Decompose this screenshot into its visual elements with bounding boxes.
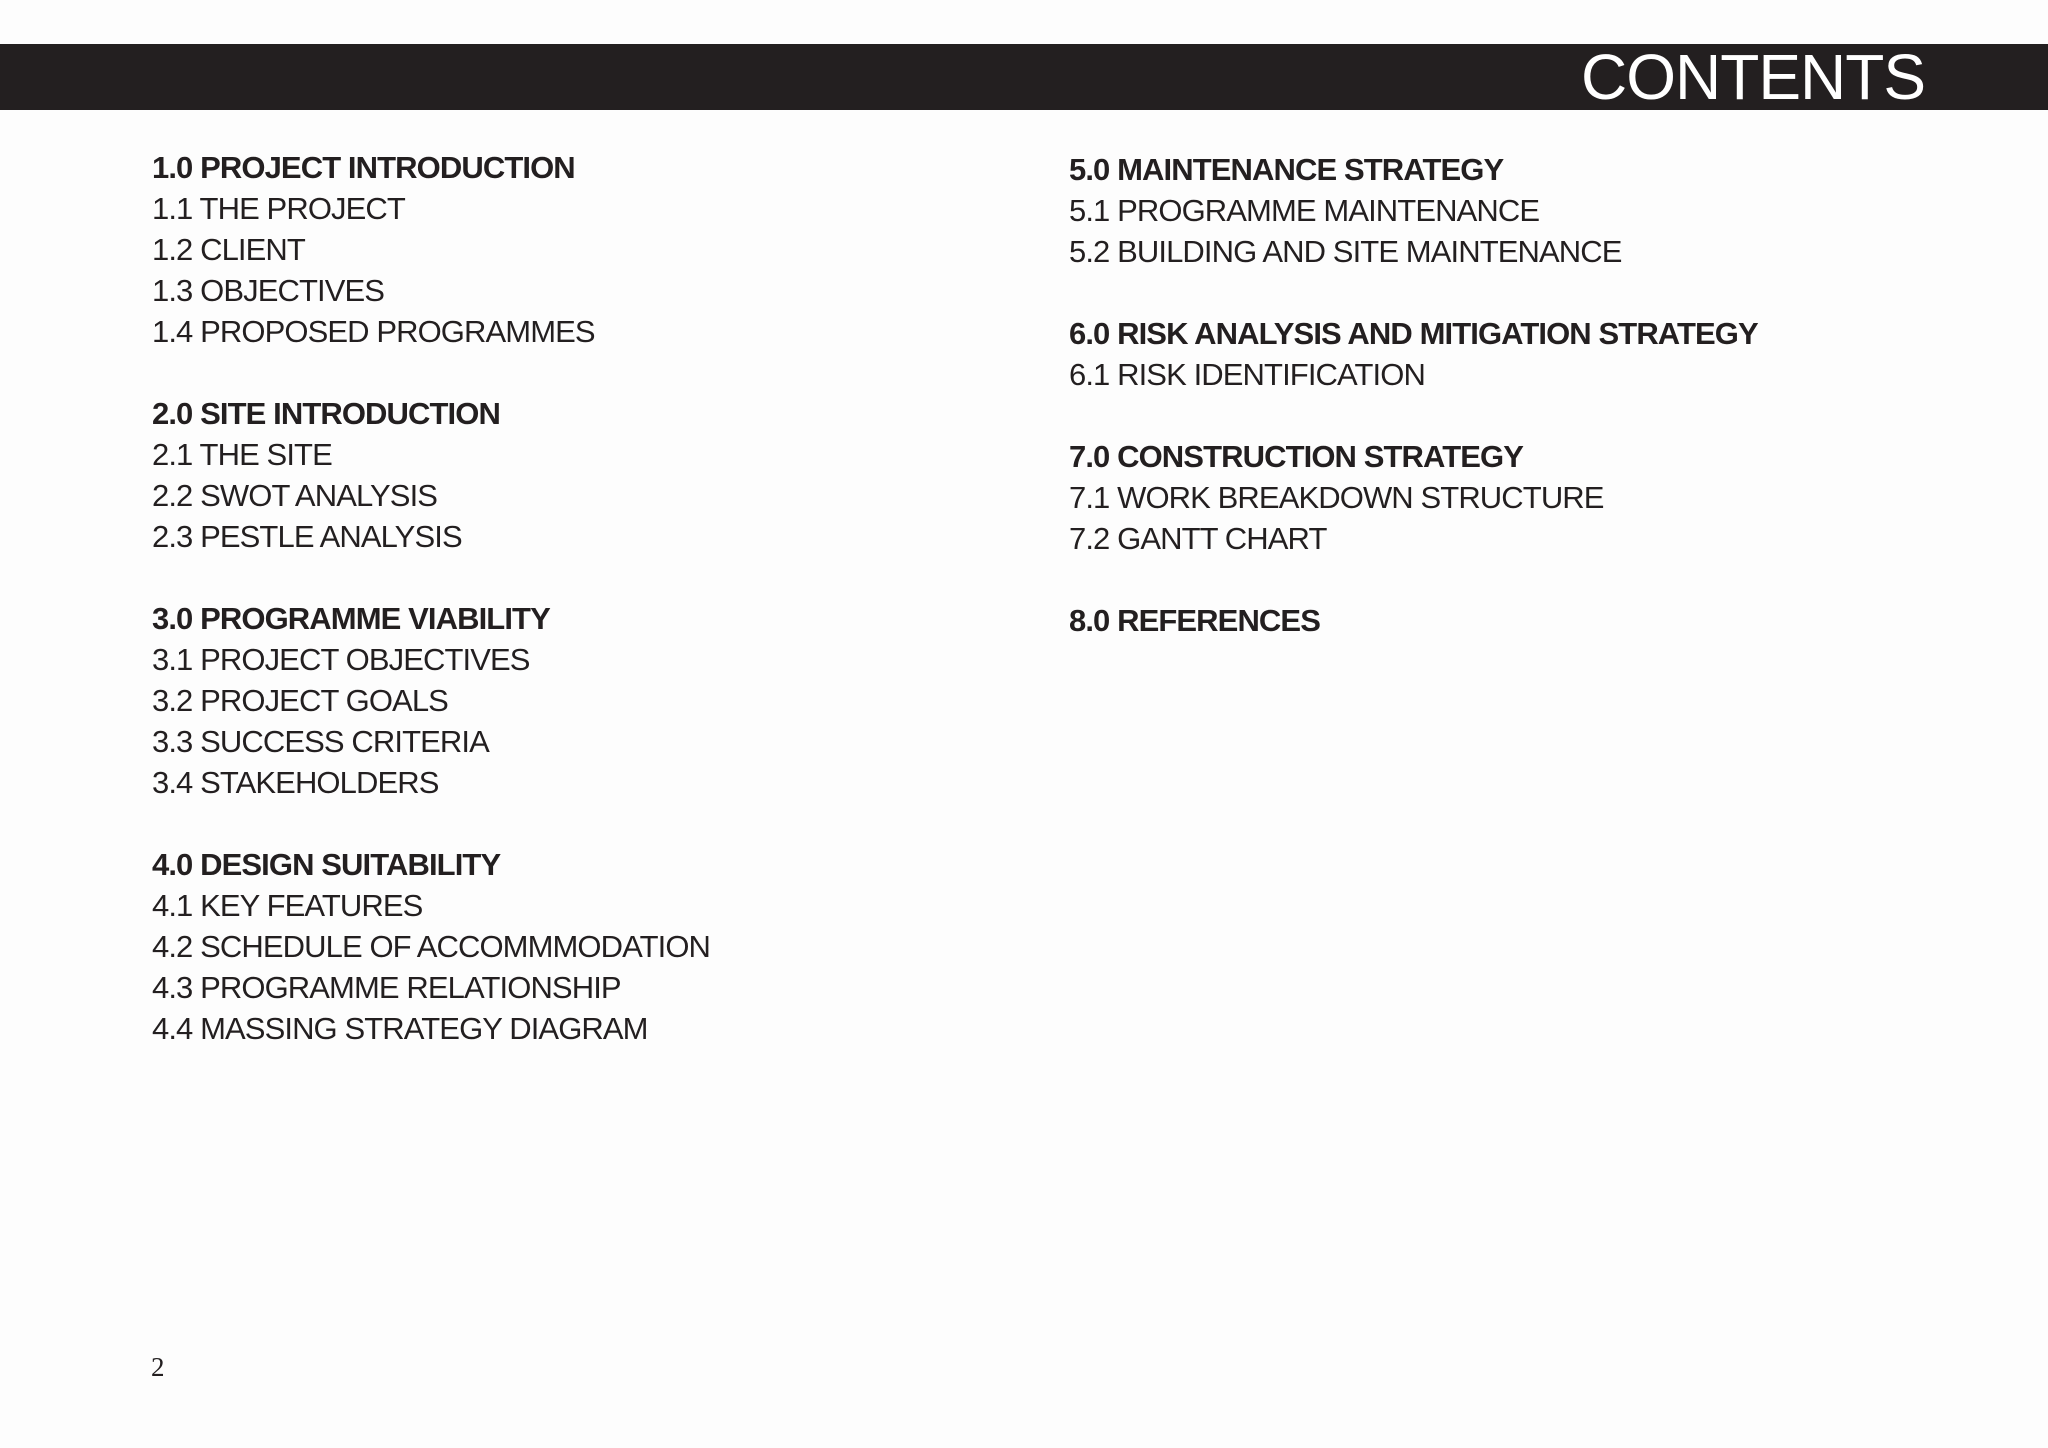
toc-left-column: [152, 147, 972, 1090]
section-heading[interactable]: 3.0 PROGRAMME VIABILITY: [152, 601, 550, 636]
toc-section: [152, 844, 972, 1049]
toc-section: [1069, 149, 1889, 272]
section-heading[interactable]: 2.0 SITE INTRODUCTION: [152, 396, 500, 431]
section-heading[interactable]: 6.0 RISK ANALYSIS AND MITIGATION STRATEGY: [1069, 316, 1758, 351]
toc-section: [1069, 436, 1889, 559]
toc-section: [1069, 313, 1889, 395]
section-item[interactable]: 5.1 PROGRAMME MAINTENANCE: [1069, 193, 1540, 228]
section-heading[interactable]: 7.0 CONSTRUCTION STRATEGY: [1069, 439, 1524, 474]
section-item[interactable]: 7.1 WORK BREAKDOWN STRUCTURE: [1069, 480, 1604, 515]
section-item[interactable]: 4.4 MASSING STRATEGY DIAGRAM: [152, 1011, 648, 1046]
toc-right-column: [1069, 149, 1889, 682]
header-band: [0, 41, 2048, 113]
section-item[interactable]: 3.3 SUCCESS CRITERIA: [152, 724, 489, 759]
section-item[interactable]: 1.2 CLIENT: [152, 232, 305, 267]
section-item[interactable]: 3.2 PROJECT GOALS: [152, 683, 448, 718]
section-heading[interactable]: 4.0 DESIGN SUITABILITY: [152, 847, 501, 882]
section-item[interactable]: 4.3 PROGRAMME RELATIONSHIP: [152, 970, 621, 1005]
section-item[interactable]: 2.1 THE SITE: [152, 437, 332, 472]
section-item[interactable]: 1.1 THE PROJECT: [152, 191, 405, 226]
page-number: 2: [151, 1352, 165, 1382]
section-item[interactable]: 6.1 RISK IDENTIFICATION: [1069, 357, 1425, 392]
section-item[interactable]: 2.2 SWOT ANALYSIS: [152, 478, 438, 513]
toc-section: [1069, 600, 1889, 641]
section-item[interactable]: 5.2 BUILDING AND SITE MAINTENANCE: [1069, 234, 1622, 269]
section-item[interactable]: 1.4 PROPOSED PROGRAMMES: [152, 314, 595, 349]
section-item[interactable]: 4.1 KEY FEATURES: [152, 888, 423, 923]
toc-section: [152, 598, 972, 803]
section-item[interactable]: 3.1 PROJECT OBJECTIVES: [152, 642, 530, 677]
toc-section: [152, 393, 972, 557]
section-heading[interactable]: 5.0 MAINTENANCE STRATEGY: [1069, 152, 1504, 187]
section-item[interactable]: 2.3 PESTLE ANALYSIS: [152, 519, 462, 554]
section-heading[interactable]: 1.0 PROJECT INTRODUCTION: [152, 150, 575, 185]
section-heading[interactable]: 8.0 REFERENCES: [1069, 603, 1320, 638]
section-item[interactable]: 3.4 STAKEHOLDERS: [152, 765, 439, 800]
toc-section: [152, 147, 972, 352]
section-item[interactable]: 4.2 SCHEDULE OF ACCOMMMODATION: [152, 929, 711, 964]
section-item[interactable]: 1.3 OBJECTIVES: [152, 273, 385, 308]
section-item[interactable]: 7.2 GANTT CHART: [1069, 521, 1327, 556]
page-title: CONTENTS: [1581, 41, 1925, 113]
